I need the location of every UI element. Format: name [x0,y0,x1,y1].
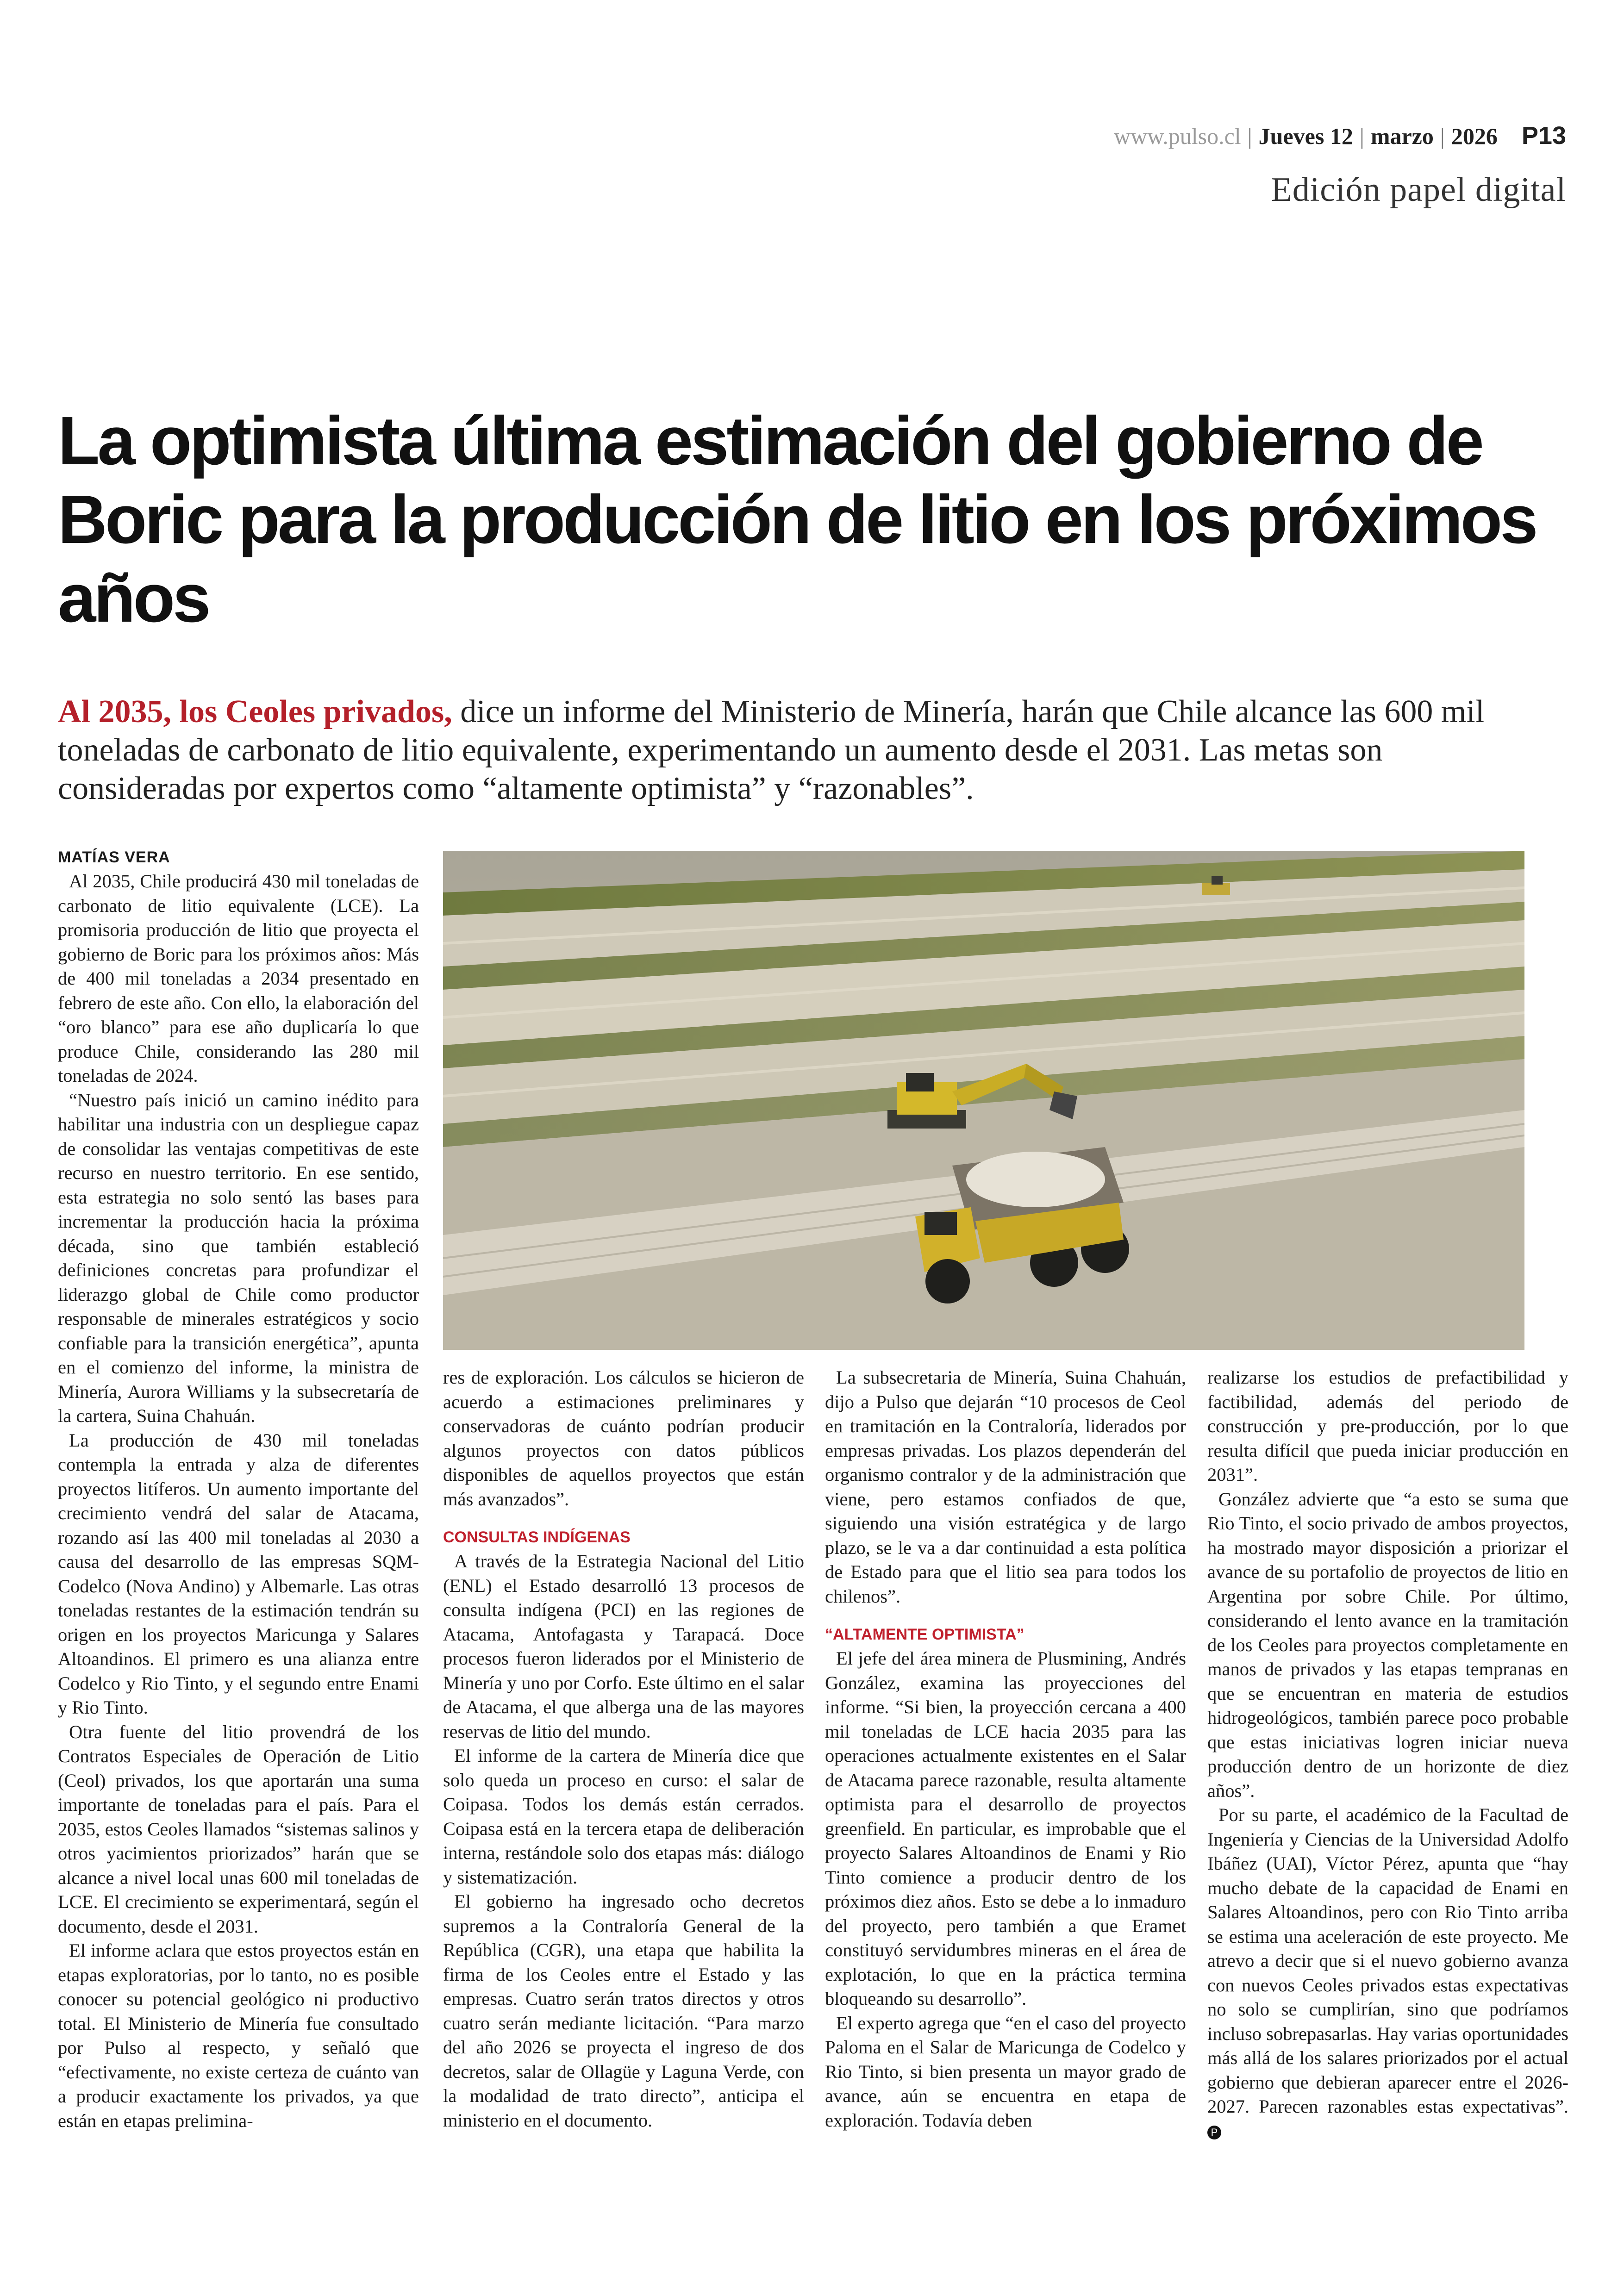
paragraph [1207,1803,1568,2143]
paragraph: El gobierno ha ingresado ocho decretos supremos a la Contraloría General de la República (CGR), una etapa que habilita la firma de los Ceoles entre el Estado y las empresas. Cuatro serán tratos directos y otros cuatro serán mediante licitación. “Para marzo del año 2026 se proyecta el ingreso de dos decretos, salar de Ollagüe y Laguna Verde, con la modalidad de trato directo”, anticipa el ministerio en el documento. [443,1891,804,2131]
subhead-consultas: CONSULTAS INDÍGENAS [443,1528,631,1546]
paragraph: realizarse los estudios de prefactibilidad y factibilidad, además del periodo de construcción y pre-producción, por lo que resulta difícil que pueda iniciar producción en 2031”. [1207,1367,1568,1485]
paragraph: A través de la Estrategia Nacional del Litio (ENL) el Estado desarrolló 13 procesos de consulta indígena (PCI) en las regiones de Atacama, Antofagasta y Tarapacá. Doce procesos fueron liderados por el Ministerio de Minería y uno por Corfo. Este último en el salar de Atacama, el que alberga una de las mayores reservas de litio del mundo. [443,1551,804,1742]
issue-day: Jueves 12 [1258,123,1353,149]
article-column-2 [443,1366,804,2133]
paragraph: El jefe del área minera de Plusmining, Andrés González, examina las proyecciones del informe. “Si bien, la proyección cercana a 400 mil toneladas de LCE hacia 2035 para las operaciones actualmente existentes en el Salar de Atacama parece razonable, resulta altamente optimista para el desarrollo de proyectos greenfield. En particular, es improbable que el proyecto Salares Altoandinos de Enami y Rio Tinto comience a producir dentro de los próximos diez años. Esto se debe a lo inmaduro del proyecto, pero también a que Eramet constituyó servidumbres mineras en el área de explotación, lo que en la práctica termina bloqueando su desarrollo”. [825,1648,1186,2009]
issue-month: marzo [1370,123,1434,149]
article-deck [58,692,1558,808]
deck-lead: Al 2035, los Ceoles privados, [58,694,452,730]
closing-paragraph-text: Por su parte, el académico de la Facultad de Ingeniería y Ciencias de la Universidad Adolfo Ibáñez (UAI), Víctor Pérez, apunta que “hay mucho debate de la capacidad de Enami en Salares Altoandinos, pero con Rio Tinto arriba se estima una aceleración de este proyecto. Me atrevo a decir que si el nuevo gobierno avanza con nuevos Ceoles privados estas expectativas no solo se cumplirían, sino que podríamos incluso sobrepasarlas. Hay varias oportunidades más allá de los salares priorizados por el actual gobierno que debieran aparecer entre el 2026-2027. Parecen razonables estas expectativas”. [1207,1804,1568,2117]
separator: | [1440,123,1445,149]
separator: | [1247,123,1252,149]
page-number: P13 [1521,122,1566,150]
paragraph: res de exploración. Los cálculos se hicieron de acuerdo a estimaciones preliminares y conservadoras de cuánto podrían producir algunos proyectos con datos públicos disponibles de aquellos proyectos que están más avanzados”. [443,1367,804,1509]
article-column-4 [1207,1366,1568,2143]
paragraph: Al 2035, Chile producirá 430 mil toneladas de carbonato de litio equivalente (LCE). La promisoria producción de litio que proyecta el gobierno de Boric para los próximos años: Más de 400 mil toneladas a 2034 presentado en febrero de este año. Con ello, la elaboración del “oro blanco” para ese año duplicaría lo que produce Chile, considerando las 280 mil toneladas de 2024. [58,871,419,1086]
paragraph: Otra fuente del litio provendrá de los Contratos Especiales de Operación de Litio (Ceol) privados, los que aportarán una suma importante de toneladas para el país. Para el 2035, estos Ceoles llamados “sistemas salinos y otros yacimientos priorizados” harán que se alcance a nivel local unas 600 mil toneladas de LCE. El crecimiento se experimentará, según el documento, desde el 2031. [58,1721,419,1937]
paragraph: La subsecretaria de Minería, Suina Chahuán, dijo a Pulso que dejarán “10 procesos de Ceol en tramitación en la Contraloría, liderados por empresas privadas. Los plazos dependerán del organismo contralor y de la administración que viene, pero estamos confiados de que, siguiendo una visión estratégica y de largo plazo, se le va a dar continuidad a esta política de Estado para que el litio sea para todos los chilenos”. [825,1367,1186,1607]
paragraph: González advierte que “a esto se suma que Rio Tinto, el socio privado de ambos proyectos, ha mostrado mayor disposición a priorizar el avance de su portafolio de proyectos de litio en Argentina por sobre Chile. Por último, considerando el lento avance en la tramitación de los Ceoles para proyectos completamente en manos de privados y las etapas tempranas en que se encuentran en materia de estudios hidrogeológicos, también parece poco probable que estas iniciativas logren iniciar nueva producción dentro de un horizonte de diez años”. [1207,1488,1568,1801]
issue-year: 2026 [1451,123,1498,149]
article-photo [443,851,1524,1350]
issue-info [1114,121,1566,150]
lithium-mine-photo [443,851,1524,1350]
paragraph: El informe aclara que estos proyectos están en etapas exploratorias, por lo tanto, no es posible conocer su potencial geológico ni productivo total. El Ministerio de Minería fue consultado por Pulso al respecto, y señaló que “efectivamente, no existe certeza de cuánto van a producir exactamente los privados, ya que están en etapas prelimina- [58,1940,419,2131]
deck-text: dice un informe del Ministerio de Minería, harán que Chile alcance las 600 mil toneladas de carbonato de litio equivalente, experimentando un aumento desde el 2031. Las metas son consideradas por expertos como “altamente optimista” y “razonables”. [58,694,1485,806]
paragraph: El informe de la cartera de Minería dice que solo queda un proceso en curso: el salar de Coipasa. Todos los demás están cerrados. Coipasa está en la tercera etapa de deliberación interna, restándole solo dos etapas más: diálogo y sistematización. [443,1745,804,1888]
article-headline: La optimista última estimación del gobierno de Boric para la producción de litio en los próximos años [58,403,1536,636]
end-of-article-icon: P [1207,2126,1221,2139]
site-url[interactable]: www.pulso.cl [1114,123,1241,149]
byline: MATÍAS VERA [58,848,170,866]
article-column-1 [58,845,419,2133]
subhead-optimista: “ALTAMENTE OPTIMISTA” [825,1626,1024,1643]
paragraph: El experto agrega que “en el caso del proyecto Paloma en el Salar de Maricunga de Codelco y Rio Tinto, si bien presenta un mayor grado de avance, aún se encuentra en etapa de exploración. Todavía deben [825,2012,1186,2131]
paragraph: “Nuestro país inició un camino inédito para habilitar una industria con un despliegue capaz de consolidar las ventajas competitivas de este recurso en nuestro territorio. En ese sentido, esta estrategia no solo sentó las bases para incrementar la producción hacia la próxima década, sino que también estableció definiciones concretas para profundizar el liderazgo global de Chile como productor responsable de minerales estratégicos y socio confiable para la transición energética”, apunta en el comienzo del informe, la ministra de Minería, Aurora Williams y la subsecretaría de la cartera, Suina Chahuán. [58,1089,419,1426]
paragraph: La producción de 430 mil toneladas contempla la entrada y alza de diferentes proyectos litíferos. Un aumento importante del crecimiento vendrá del salar de Atacama, rozando así las 400 mil toneladas al 2030 a causa del desarrollo de las empresas SQM-Codelco (Nova Andino) y Albemarle. Las otras toneladas restantes de la estimación tendrán su origen en los proyectos Maricunga y Salares Altoandinos. El primero es una alianza entre Codelco y Rio Tinto, y el segundo entre Enami y Rio Tinto. [58,1429,419,1718]
separator: | [1359,123,1364,149]
edition-label: Edición papel digital [1271,171,1566,209]
article-column-3 [825,1366,1186,2133]
